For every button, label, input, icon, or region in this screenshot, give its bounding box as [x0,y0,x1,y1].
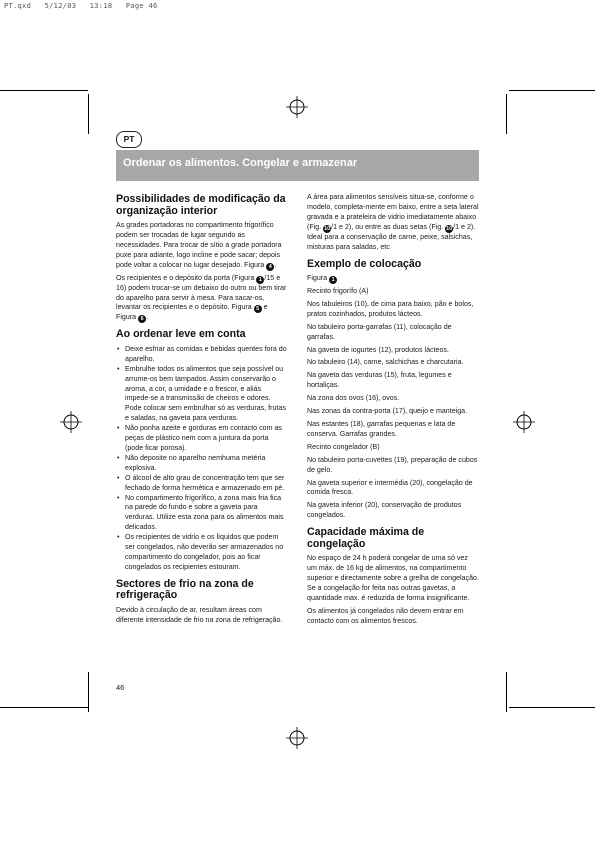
text: As grades portadoras no compartimento frigorífico podem ser trocadas de lugar segundo as necessidades. Para trocar de sítio a grade portadora puxe para adiante, logo incline e pode sacar; depois pode voltar a colocar no lugar desejado. Figura [116,221,282,269]
list-item: Nas estantes (18), garrafas pequenas e lata de conserva. Garrafas grandes. [307,420,456,438]
list-item: No tabuleiro porta-garrafas (11), colocação de garrafas. [307,322,452,341]
figure-number-icon: 6 [138,315,146,323]
list-item: Na gaveta de iogurtes (12), produtos lácteos. [307,345,449,354]
registration-mark-icon [513,411,535,433]
list-item: Recinto frigorífo (A) [307,287,369,296]
header-banner [116,150,479,181]
figure-number-icon: 1 [329,276,337,284]
crop-mark [0,90,88,91]
list-item: • Os recipientes de vidrio e os líquidos que podem ser congelados, não deverão ser armazenados no compartimento do congelador, pois ao ficar congelados os recipientes estouram. [116,533,287,573]
list-item: Recinto congelador (B) [307,442,380,451]
page-number: 46 [116,683,125,692]
list-item: • Não deposite no aparelho nemhuma metéria explosiva. [116,454,287,474]
section-title: Ordenar os alimentos. Congelar e armazenar [123,157,358,169]
right-column [307,193,479,630]
crop-mark [88,94,89,134]
heading-example: Exemplo de colocação [307,257,422,270]
crop-mark [509,90,595,91]
heading-max-freezing: Capacidade máxima de congelação [307,526,425,550]
figure-number-icon: 4 [266,263,274,271]
figure-number-icon: 1 [256,276,264,284]
paragraph [307,193,479,233]
figure-number-icon: 10 [324,225,331,232]
list-item: Nas zonas da contra-porta (17), queijo e manteiga. [307,407,468,416]
language-badge: PT [116,131,142,148]
crop-mark [506,672,507,712]
list-item: Nos tabuleiros (10), de cima para baixo, pão e bolos, pratos cozinhados, produtos lácteos. [307,299,474,318]
list-item: • Não ponha azeite e gorduras em contacto com as peças de plástico nem com a juntura da porta (pode ficar porosa). [116,424,287,454]
text: Figura [307,274,328,283]
figure-label [307,274,479,284]
list-item: No tabuleiro (14), carne, salchichas e charcutaria. [307,358,464,367]
registration-mark-icon [286,96,308,118]
text: /1 e 2), ou entre as duas setas (Fig. [331,222,444,231]
heading-modification: Possibilidades de modificação da organização interior [116,193,286,217]
paragraph [116,221,287,271]
registration-mark-icon [286,727,308,749]
list-item: • O álcool de alto grau de concentração tem que ser fechado de forma hermética e armazenado em pé. [116,474,287,494]
paragraph: No espaço de 24 h poderá congelar de uma só vez um máx. de 16 kg de alimentos, na compartimento superior e directamente sobre a grelha de congelação. Se a congelação for feita nas outras gavetas, a quantidade max. é reduzida de forma insignificante. [307,554,479,602]
figure-number-icon: 5 [254,305,262,313]
paragraph [116,274,287,324]
list-item: Na zona dos ovos (16), ovos. [307,394,400,403]
list-item: No tabuleiro porta-cuvettes (19), preparação de cubos de gelo. [307,455,478,474]
text: A área para alimentos sensíveis situa-se, conforme o modelo, completa-mente em baixo, entre a seta lateral gravada e a prateleira de vidrio imediatamente abaixo (Fig. [307,193,479,231]
left-column [116,188,287,629]
text: e Figura [116,303,268,322]
text: /1 e 2). [453,222,476,231]
text: /15 e 16) podem trocar-se um debaixo do outro ou bem tirar do aparelho para servir à mesa. Para sacar-os, levantar os recipientes e o depósito. Figura [116,273,287,312]
list-item: • No compartimento frigorífico, a zona mais fria fica na parede do fundo e sobre a gaveta para verduras. Utilize esta zona para os alimentos mais delicados. [116,494,287,534]
heading-ordering: Ao ordenar leve em conta [116,328,246,341]
bullet-list [116,345,287,573]
crop-mark [0,707,88,708]
paragraph: Ideal para a conservação de carne, peixe, salsichas, misturas para saladas, etc [307,232,473,251]
text: . [146,313,149,322]
list-item: • Deixe esfriar as comidas e bebidas quentes fora do aparelho. [116,345,287,365]
crop-mark [506,94,507,134]
crop-mark [509,707,595,708]
list-item: Na gaveta inferior (20), conservação de produtos congelados. [307,501,462,520]
heading-cold-sectors: Sectores de frio na zona de refrigeração [116,577,254,602]
paragraph: Os alimentos já congelados não devem entrar em contacto com os alimentos frescos. [307,606,464,625]
crop-mark [88,672,89,712]
list-item: • Embrulhe todos os alimentos que seja possível ou arrume-os bem tampados. Assim conservarão o aroma, a cor, a umidade e o frescor, e aliás impede-se a transmissão de cheiros e odores. Pode colocar sem embrulhar só as verduras, frutas e saladas, na gaveta para verduras. [116,365,287,424]
paragraph: Devido à circulação de ar, resultam áreas com diferente intensidade de frio na zona de refrigeração. [116,605,283,624]
list-item: Na gaveta das verduras (15), fruta, legumes e hortaliças. [307,371,452,390]
text: . [274,260,277,269]
figure-number-icon: 10 [446,225,453,232]
list-item: Na gaveta superior e intermédia (20), congelação de comida fresca. [307,478,473,497]
text: Os recipientes e o depósito da porta (Figura [116,273,255,282]
registration-mark-icon [60,411,82,433]
file-slug: PT.qxd 5/12/03 13:18 Page 46 [4,2,158,10]
